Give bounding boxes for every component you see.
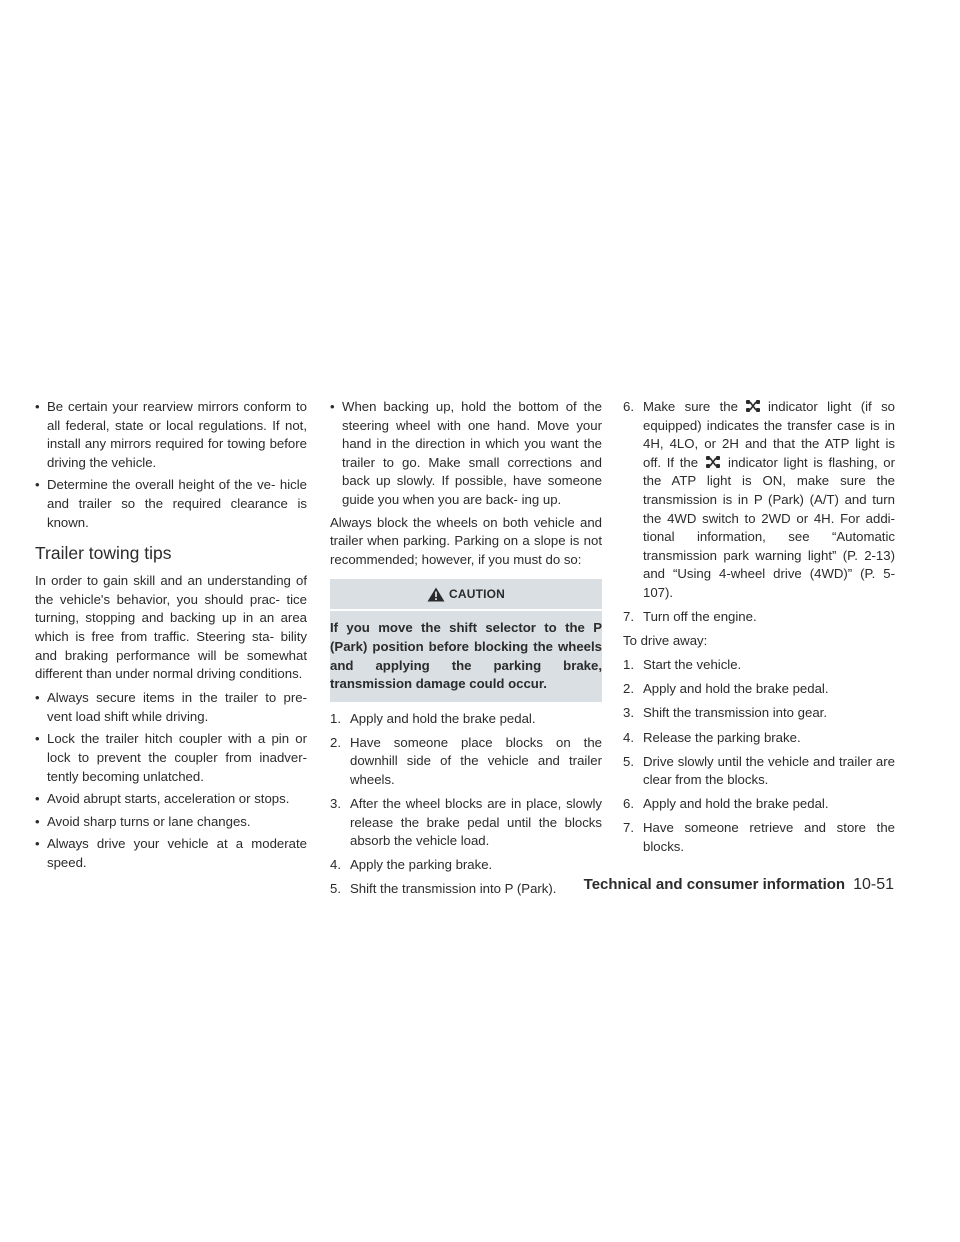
list-item: • Always secure items in the trailer to pre- vent load shift while driving. [35,689,307,726]
column-left [35,398,307,877]
list-item: 5. Shift the transmission into P (Park). [330,881,557,897]
list-item: 4. Release the parking brake. [623,729,801,745]
drive-away-label: To drive away: [623,633,708,649]
section-heading: Trailer towing tips [35,543,172,564]
list-item: • Determine the overall height of the ve- hicle and trailer so the required clearance is known. [35,476,307,532]
list-item: 4. Apply the parking brake. [330,857,493,873]
page-footer [584,876,894,894]
list-item: • Always drive your vehicle at a moderate speed. [35,835,307,872]
4wd-indicator-icon [698,455,728,469]
list-item: 6. Apply and hold the brake pedal. [623,796,829,812]
intro-paragraph: In order to gain skill and an understanding of the vehicle's behavior, you should prac- tice turning, stopping and backing up in an area which is free from traffic. Steering sta- bility and braking performance will be somewhat different than under normal driving conditions. [35,573,307,682]
list-item: • Avoid sharp turns or lane changes. [35,813,307,832]
page-number: 10-51 [853,876,894,893]
warning-triangle-icon [427,587,445,602]
list-item: 5. Drive slowly until the vehicle and trailer are clear from the blocks. [623,753,895,788]
list-item: • Avoid abrupt starts, acceleration or stops. [35,790,307,809]
list-item: • Lock the trailer hitch coupler with a pin or lock to prevent the coupler from inadver- tently becoming unlatched. [35,730,307,786]
list-item: 7. Have someone retrieve and store the blocks. [623,820,895,854]
list-item: 2. Apply and hold the brake pedal. [623,681,829,697]
list-item: 1. Apply and hold the brake pedal. [330,710,536,726]
footer-section-title: Technical and consumer information [583,876,846,893]
list-item: 3. After the wheel blocks are in place, slowly release the brake pedal until the blocks absorb the vehicle load. [330,796,602,849]
list-item: • Be certain your rearview mirrors conform to all federal, state or local regulations. If not, install any mirrors required for towing before driving the vehicle. [35,398,307,472]
list-item: 2. Have someone place blocks on the downhill side of the vehicle and trailer wheels. [330,734,602,787]
list-item: 7. Turn off the engine. [623,609,757,625]
4wd-indicator-icon [738,399,768,413]
caution-title: CAUTION [448,587,506,602]
caution-header [330,579,602,609]
list-item: 1. Start the vehicle. [623,657,742,673]
list-item: 6. Make sure the indicator light (if so equipped) indicates the transfer case is in 4H, 4LO, or 2H and that the ATP light is off. If the indicator light is flashing, or the ATP light is ON, make sure the transmission is in P (Park) (A/T) and turn the 4WD switch to 2WD or 4H. For addi- tional information, see “Automatic transmission park warning light” (P. 2-13) and “Using 4-wheel drive (4WD)” (P. 5-107). [623,399,896,600]
column-right [623,398,895,862]
list-item: • When backing up, hold the bottom of the steering wheel with one hand. Move your hand in the direction in which you want the trailer to go. Make small corrections and back up slowly. If possible, have someone guide you when you are back- ing up. [330,398,602,510]
column-middle [330,398,602,905]
list-item: 3. Shift the transmission into gear. [623,705,827,721]
caution-box [330,579,602,701]
caution-text: If you move the shift selector to the P (Park) position before blocking the wheels and applying the parking brake, transmission damage could occur. [330,620,602,692]
parking-paragraph: Always block the wheels on both vehicle and trailer when parking. Parking on a slope is not recommended; however, if you must do so: [330,514,602,567]
